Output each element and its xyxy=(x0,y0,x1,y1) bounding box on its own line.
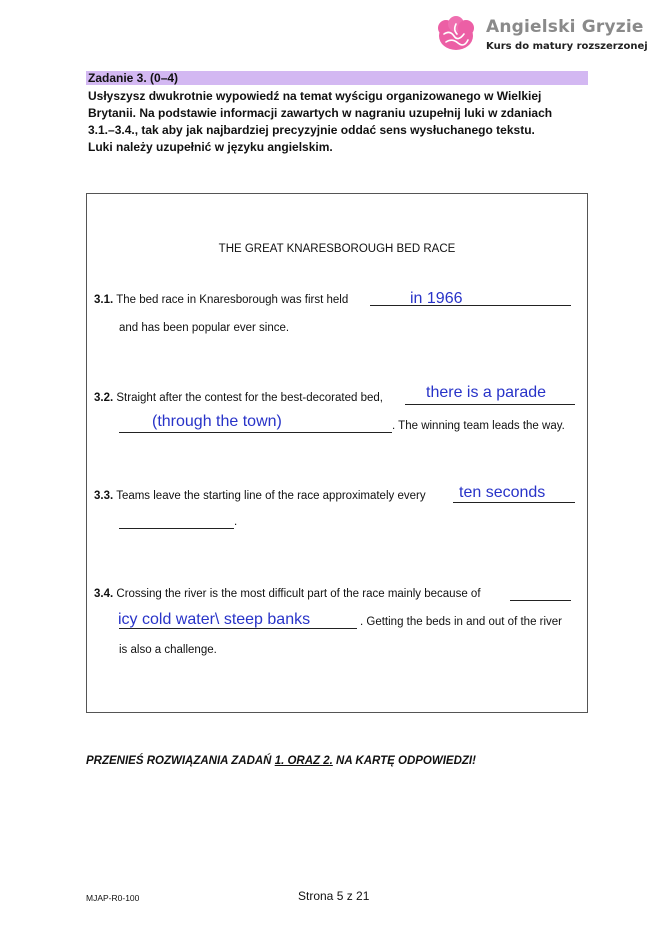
answer-3-4: icy cold water\ steep banks xyxy=(118,611,311,628)
answer-blank xyxy=(453,502,575,503)
answer-blank xyxy=(119,528,234,529)
brand-logo xyxy=(436,14,648,54)
task-title: Zadanie 3. (0–4) xyxy=(88,71,179,85)
instruction-line: Brytanii. Na podstawie informacji zawartych w nagraniu uzupełnij luki w zdaniach xyxy=(88,106,553,120)
item-text: is also a challenge. xyxy=(119,644,217,656)
transfer-note-part: NA KARTĘ ODPOWIEDZI! xyxy=(332,755,476,767)
item-text: . xyxy=(234,516,238,528)
exercise-box xyxy=(86,193,588,713)
answer-blank xyxy=(370,305,571,306)
item-3-2-line-1 xyxy=(94,392,383,404)
item-number: 3.2. xyxy=(94,392,114,404)
item-text: Straight after the contest for the best-decorated bed, xyxy=(116,392,383,404)
transfer-note-part: PRZENIEŚ ROZWIĄZANIA ZADAŃ xyxy=(86,755,275,767)
item-number: 3.3. xyxy=(94,490,114,502)
brain-icon xyxy=(436,14,476,54)
item-text: . The winning team leads the way. xyxy=(392,420,565,432)
exercise-title: THE GREAT KNARESBOROUGH BED RACE xyxy=(218,243,456,255)
item-number: 3.1. xyxy=(94,294,114,306)
answer-3-2-a: there is a parade xyxy=(426,384,547,401)
instruction-line: 3.1.–3.4., tak aby jak najbardziej precyzyjnie oddać sens wysłuchanego tekstu. xyxy=(88,123,535,137)
item-3-4-line-1 xyxy=(94,588,481,600)
transfer-note-tasks: 1. ORAZ 2. xyxy=(274,755,333,767)
task-instructions xyxy=(88,88,588,156)
item-text: Crossing the river is the most difficult part of the race mainly because of xyxy=(116,588,481,600)
answer-3-3: ten seconds xyxy=(459,484,546,501)
instruction-line: Luki należy uzupełnić w języku angielskim. xyxy=(88,140,333,154)
item-text: The bed race in Knaresborough was first held xyxy=(116,294,349,306)
item-text: and has been popular ever since. xyxy=(119,322,290,334)
transfer-note xyxy=(86,755,476,767)
item-text: Teams leave the starting line of the race approximately every xyxy=(116,490,426,502)
item-3-3-line-1 xyxy=(94,490,426,502)
item-number: 3.4. xyxy=(94,588,114,600)
brand-title: Angielski Gryzie xyxy=(486,16,644,37)
answer-3-1: in 1966 xyxy=(410,290,463,307)
page-number: Strona 5 z 21 xyxy=(298,889,370,903)
instruction-line: Usłyszysz dwukrotnie wypowiedź na temat wyścigu organizowanego w Wielkiej xyxy=(88,89,542,103)
answer-blank xyxy=(405,404,575,405)
brand-subtitle: Kurs do matury rozszerzonej xyxy=(486,40,648,52)
exam-code: MJAP-R0-100 xyxy=(86,893,140,903)
answer-blank xyxy=(510,600,571,601)
answer-3-2-b: (through the town) xyxy=(152,413,282,430)
item-3-1-line-1 xyxy=(94,294,348,306)
answer-blank xyxy=(119,432,392,433)
item-text: . Getting the beds in and out of the river xyxy=(360,616,563,628)
